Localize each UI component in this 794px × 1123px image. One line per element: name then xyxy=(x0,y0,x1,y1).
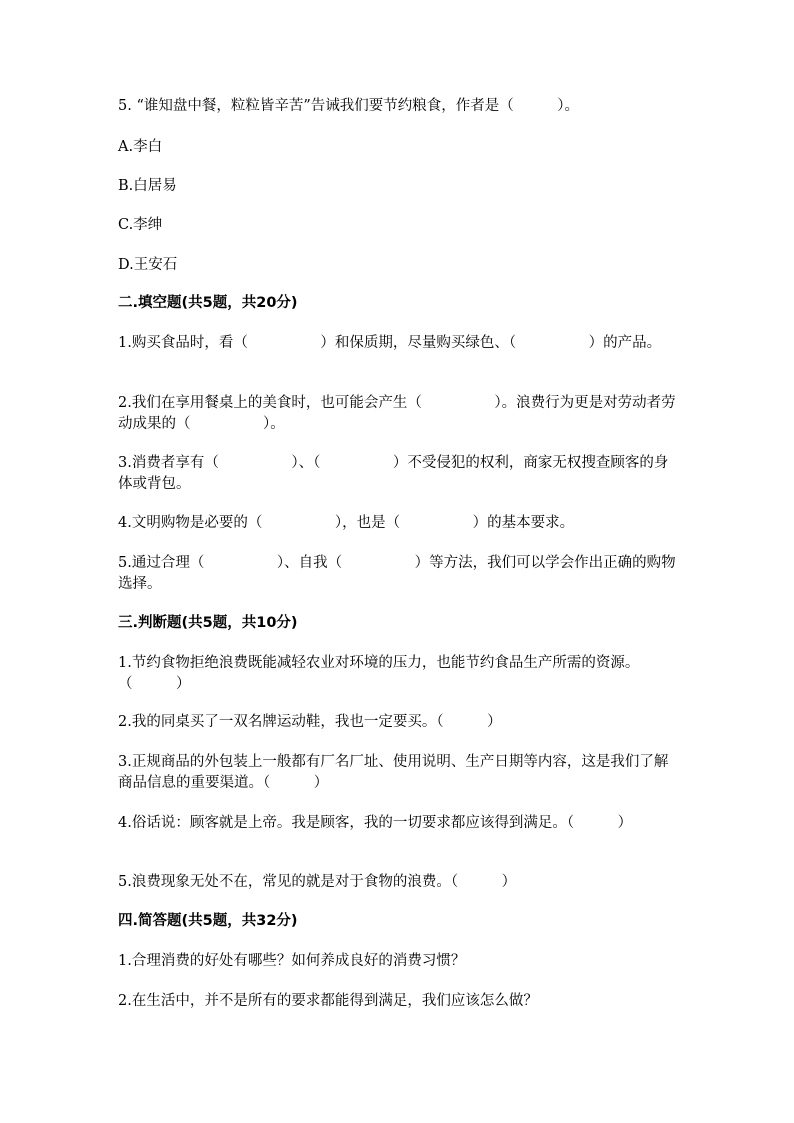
mc-option-c: C.李绅 xyxy=(118,217,163,233)
judge-question-5: 5.浪费现象无处不在，常见的就是对于食物的浪费。（ ） xyxy=(118,874,517,890)
fill-question-1: 1.购买食品时，看（ ）和保质期，尽量购买绿色、（ ）的产品。 xyxy=(118,335,662,351)
section-heading-fill: 二.填空题(共5题，共20分) xyxy=(118,295,298,311)
fill-question-3: 3.消费者享有（ ）、（ ）不受侵犯的权利，商家无权搜查顾客的身体或背包。 xyxy=(118,455,669,492)
mc-question-5: 5. “谁知盘中餐，粒粒皆辛苦”告诫我们要节约粮食，作者是（ ）。 xyxy=(118,98,580,114)
fill-question-4: 4.文明购物是必要的（ ），也是（ ）的基本要求。 xyxy=(118,515,575,531)
short-question-1: 1.合理消费的好处有哪些？如何养成良好的消费习惯？ xyxy=(118,953,466,969)
judge-question-2: 2.我的同桌买了一双名牌运动鞋，我也一定要买。（ ） xyxy=(118,714,502,730)
judge-question-4: 4.俗话说：顾客就是上帝。我是顾客，我的一切要求都应该得到满足。（ ） xyxy=(118,815,633,831)
section-heading-judge: 三.判断题(共5题，共10分) xyxy=(118,615,298,631)
mc-option-b: B.白居易 xyxy=(118,178,177,194)
fill-question-5: 5.通过合理（ ）、自我（ ）等方法，我们可以学会作出正确的购物选择。 xyxy=(118,555,676,592)
section-heading-short: 四.简答题(共5题，共32分) xyxy=(118,913,298,929)
judge-question-1: 1.节约食物拒绝浪费既能减轻农业对环境的压力，也能节约食品生产所需的资源。（ ） xyxy=(118,655,640,692)
fill-question-2: 2.我们在享用餐桌上的美食时，也可能会产生（ ）。浪费行为更是对劳动者劳动成果的（ ）。 xyxy=(118,395,676,432)
short-question-2: 2.在生活中，并不是所有的要求都能得到满足，我们应该怎么做？ xyxy=(118,993,538,1009)
judge-question-3: 3.正规商品的外包装上一般都有厂名厂址、使用说明、生产日期等内容，这是我们了解商品信息的重要渠道。（ ） xyxy=(118,754,669,791)
mc-option-a: A.李白 xyxy=(118,139,163,155)
mc-option-d: D.王安石 xyxy=(118,257,178,273)
